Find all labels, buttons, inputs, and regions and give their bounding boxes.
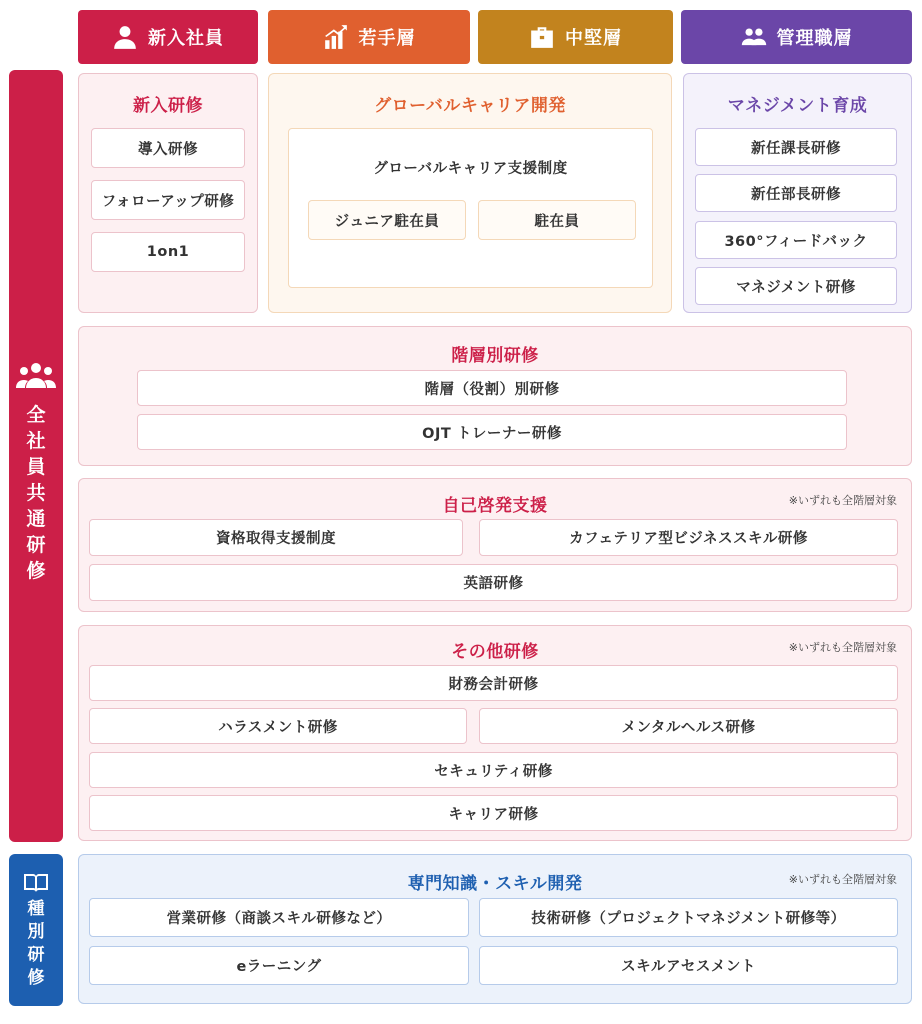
newhire-panel	[78, 73, 258, 313]
list-item: 営業研修（商談スキル研修など）	[89, 898, 469, 937]
common-training-label: 全 社 員 共 通 研 修	[26, 404, 46, 582]
group-icon	[741, 24, 767, 50]
tab-label: 中堅層	[565, 28, 622, 49]
hierarchy-panel	[78, 326, 912, 466]
tab-young	[268, 10, 470, 64]
tab-new-employee	[78, 10, 258, 64]
list-item: ハラスメント研修	[89, 708, 467, 744]
list-item: 360°フィードバック	[695, 221, 897, 259]
specialist-panel	[78, 854, 912, 1004]
global-career-subtitle: グローバルキャリア支援制度	[373, 161, 568, 177]
specialist-title: 専門知識・スキル開発	[407, 874, 583, 894]
global-career-support-box	[288, 128, 653, 288]
type-training-label: 種 別 研 修	[27, 899, 45, 988]
other-note: ※いずれも全階層対象	[788, 641, 897, 654]
list-item: 資格取得支援制度	[89, 519, 463, 556]
selfdev-title: 自己啓発支援	[442, 496, 548, 516]
selfdev-panel	[78, 478, 912, 612]
tab-manager	[681, 10, 912, 64]
management-title: マネジメント育成	[727, 96, 868, 116]
list-item: 1on1	[91, 232, 245, 272]
list-item: メンタルヘルス研修	[479, 708, 898, 744]
person-icon	[112, 24, 138, 50]
list-item: セキュリティ研修	[89, 752, 898, 788]
list-item: フォローアップ研修	[91, 180, 245, 220]
bar-chart-icon	[323, 24, 349, 50]
selfdev-note: ※いずれも全階層対象	[788, 494, 897, 507]
list-item: マネジメント研修	[695, 267, 897, 305]
management-panel	[683, 73, 912, 313]
list-item: OJT トレーナー研修	[137, 414, 847, 450]
list-item: キャリア研修	[89, 795, 898, 831]
list-item: 技術研修（プロジェクトマネジメント研修等）	[479, 898, 898, 937]
book-icon	[23, 872, 49, 894]
people-icon	[16, 362, 56, 388]
list-item: 階層（役割）別研修	[137, 370, 847, 406]
list-item: カフェテリア型ビジネススキル研修	[479, 519, 898, 556]
list-item: 財務会計研修	[89, 665, 898, 701]
tab-label: 新入社員	[148, 28, 224, 49]
other-panel	[78, 625, 912, 841]
tab-mid	[478, 10, 673, 64]
newhire-title: 新入研修	[133, 96, 203, 116]
other-title: その他研修	[451, 642, 539, 662]
global-career-panel	[268, 73, 672, 313]
type-training-bar	[9, 854, 63, 1006]
list-item: 駐在員	[478, 200, 636, 240]
list-item: スキルアセスメント	[479, 946, 898, 985]
list-item: eラーニング	[89, 946, 469, 985]
list-item: 新任課長研修	[695, 128, 897, 166]
specialist-note: ※いずれも全階層対象	[788, 873, 897, 886]
tab-label: 若手層	[358, 28, 416, 49]
tab-label: 管理職層	[776, 28, 853, 49]
hierarchy-title: 階層別研修	[451, 346, 539, 366]
list-item: ジュニア駐在員	[308, 200, 466, 240]
list-item: 導入研修	[91, 128, 245, 168]
list-item: 新任部長研修	[695, 174, 897, 212]
global-career-title: グローバルキャリア開発	[374, 96, 566, 116]
common-training-bar	[9, 70, 63, 842]
briefcase-icon	[529, 24, 555, 50]
list-item: 英語研修	[89, 564, 898, 601]
